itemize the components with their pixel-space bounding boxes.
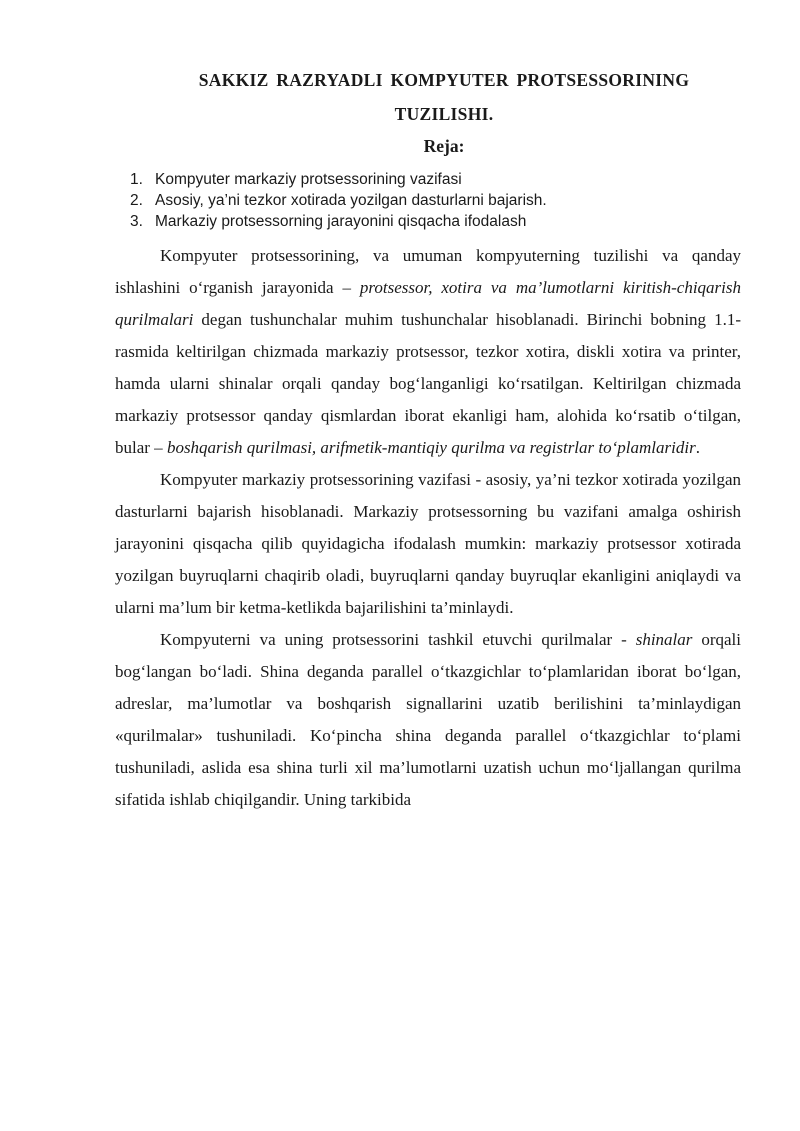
plan-item-text: Asosiy, ya’ni tezkor xotirada yozilgan dasturlarni bajarish.	[155, 192, 547, 209]
paragraph-2	[115, 464, 741, 624]
paragraph-text: Kompyuter protsessorining, va umuman kompyuterning tuzilishi va qanday ishlashini o‘rganish jarayonida –	[115, 246, 741, 297]
paragraph-text: orqali bog‘langan bo‘ladi. Shina deganda parallel o‘tkazgichlar to‘plamlaridan iborat bo‘lgan, adreslar, ma’lumotlar va boshqarish signallarini uzatib berilishini ta’minlaydigan «qurilmalar» tushuniladi. Ko‘pincha shina deganda parallel o‘tkazgichlar to‘plami tushuniladi, aslida esa shina turli xil ma’lumotlarni uzatish uchun mo‘ljallangan qurilma sifatida ishlab chiqilgandir. Uning tarkibida	[115, 630, 742, 809]
plan-item	[130, 169, 547, 190]
paragraph-text: Kompyuter markaziy protsessorining vazifasi - asosiy, ya’ni tezkor xotirada yozilgan dasturlarni bajarish hisoblanadi. Markaziy protsessorning bu vazifani amalga oshirish jarayonini qisqacha qilib quyidagicha ifodalash mumkin: markaziy protsessor xotirada yozilgan buyruqlarni chaqirib oladi, buyruqlarni qanday buyruqlar ekanligini aniqlaydi va ularni ma’lum bir ketma-ketlikda bajarilishini ta’minlaydi.	[115, 470, 741, 617]
plan-item-number: 2.	[130, 192, 143, 209]
plan-item-text: Markaziy protsessorning jarayonini qisqacha ifodalash	[155, 213, 527, 230]
plan-item	[130, 211, 547, 232]
paragraph-text: .	[695, 438, 700, 457]
italic-term: boshqarish qurilmasi, arifmetik-mantiqiy qurilma va registrlar to‘plamlaridir	[166, 438, 696, 457]
document-title-line-2: TUZILISHI.	[394, 104, 494, 124]
document-title-line-1: SAKKIZ RAZRYADLI KOMPYUTER PROTSESSORINING	[198, 70, 690, 90]
italic-term: protsessor, xotira va ma’lumotlarni kiritish-chiqarish qurilmalari	[115, 278, 742, 329]
paragraph-text: Kompyuterni va uning protsessorini tashkil etuvchi qurilmalar -	[160, 630, 636, 649]
paragraph-3	[115, 624, 741, 816]
paragraph-text: degan tushunchalar muhim tushunchalar hisoblanadi. Birinchi bobning 1.1-rasmida keltirilgan chizmada markaziy protsessor, tezkor xotira, diskli xotira va printer, hamda ularni shinalar orqali qanday bog‘langanligi ko‘rsatilgan. Keltirilgan chizmada markaziy protsessor qanday qismlardan iborat ekanligi ham, alohida ko‘rsatib o‘tilgan, bular –	[115, 310, 741, 457]
plan-heading: Reja:	[423, 136, 465, 156]
document-body	[115, 240, 741, 816]
paragraph-1	[115, 240, 741, 464]
plan-item-text: Kompyuter markaziy protsessorining vazifasi	[155, 171, 462, 188]
plan-item	[130, 190, 547, 211]
italic-term: shinalar	[635, 630, 693, 649]
plan-item-number: 3.	[130, 213, 143, 230]
plan-item-number: 1.	[130, 171, 143, 188]
plan-list	[130, 169, 547, 232]
